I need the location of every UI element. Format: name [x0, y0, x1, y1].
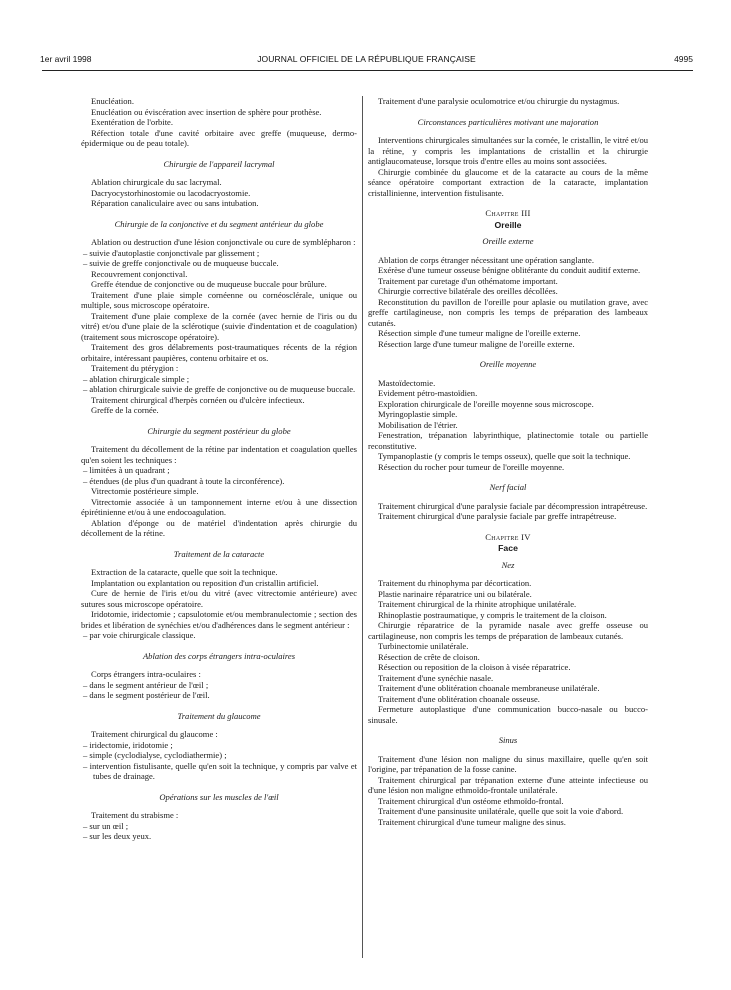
column-separator	[362, 96, 363, 958]
paragraph: Dacryocystorhinostomie ou lacodacryostomie.	[91, 187, 251, 198]
chapter-label: Chapitre III	[485, 208, 531, 218]
paragraph: Traitement d'une pansinusite unilatérale, quelle que soit la voie d'abord.	[378, 806, 624, 816]
paragraph: Enucléation.	[91, 96, 134, 106]
section-title: Chirurgie du segment postérieur du globe	[147, 425, 291, 436]
paragraph: Interventions chirurgicales simultanées sur la cornée, le cristallin, le vitré et/ou la rétine, y compris les implantations de cristallin et la chirurgie antiglaucomateuse, lorsque trois d'entre elles au moins sont associées.	[368, 135, 648, 166]
paragraph: Chirurgie corrective bilatérale des oreilles décollées.	[378, 286, 558, 296]
section-title: Chirurgie de l'appareil lacrymal	[163, 158, 275, 169]
paragraph: Recouvrement conjonctival.	[91, 268, 188, 279]
paragraph: Traitement chirurgical par trépanation externe d'une atteinte infectieuse ou d'une lésion non maligne ethmoïdo-frontale unilatérale.	[368, 774, 648, 795]
paragraph: Corps étrangers intra-oculaires :	[91, 669, 201, 679]
paragraph: Traitement chirurgical d'herpès cornéen ou d'ulcère infectieux.	[91, 394, 305, 405]
paragraph: Fermeture autoplastique d'une communication bucco-nasale ou bucco-sinusale.	[368, 704, 648, 725]
list-item: – limitées à un quadrant ;	[83, 465, 170, 475]
section-title: Nez	[501, 559, 515, 570]
paragraph: Traitement chirurgical d'une paralysie faciale par décompression intrapétreuse.	[378, 500, 648, 511]
list-item: – sur un œil ;	[83, 820, 129, 831]
section-title: Ablation des corps étrangers intra-oculaires	[142, 650, 296, 661]
section-title: Circonstances particulières motivant une majoration	[417, 116, 599, 127]
paragraph: Plastie narinaire réparatrice uni ou bilatérale.	[378, 588, 532, 599]
paragraph: Traitement chirurgical d'un ostéome ethmoïdo-frontal.	[378, 795, 564, 806]
paragraph: Traitement d'une synéchie nasale.	[378, 672, 494, 683]
paragraph: Traitement d'une oblitération choanale osseuse.	[378, 693, 540, 704]
list-item: – ablation chirurgicale simple ;	[83, 373, 190, 384]
list-item: – simple (cyclodialyse, cyclodiathermie) ;	[83, 750, 227, 760]
paragraph: Traitement d'une oblitération choanale membraneuse unilatérale.	[378, 683, 600, 693]
page-header	[40, 54, 693, 68]
chapter-title: Face	[498, 543, 518, 553]
section-title: Opérations sur les muscles de l'œil	[159, 791, 279, 802]
paragraph: Myringoplastie simple.	[378, 409, 458, 419]
list-item: – suivie d'autoplastie conjonctivale par glissement ;	[83, 247, 260, 258]
paragraph: Vitrectomie associée à un tamponnement interne et/ou à une dissection épirétinienne et/ou à une endocoagulation.	[81, 496, 357, 517]
journal-title: JOURNAL OFFICIEL DE LA RÉPUBLIQUE FRANÇAISE	[257, 54, 476, 64]
paragraph: Mastoïdectomie.	[378, 377, 436, 388]
paragraph: Résection du rocher pour tumeur de l'oreille moyenne.	[378, 461, 565, 472]
paragraph: Réparation canaliculaire avec ou sans intubation.	[91, 198, 259, 208]
list-item: – sur les deux yeux.	[83, 831, 152, 841]
list-item: – dans le segment antérieur de l'œil ;	[83, 679, 209, 690]
paragraph: Tympanoplastie (y compris le temps osseux), quelle que soit la technique.	[378, 451, 631, 461]
paragraph: Traitement d'une plaie simple cornéenne ou cornéosclérale, unique ou multiple, sous microscope opératoire.	[81, 289, 357, 310]
paragraph: Rhinoplastie postraumatique, y compris le traitement de la cloison.	[378, 609, 607, 620]
header-rule	[42, 70, 693, 71]
paragraph: Résection large d'une tumeur maligne de l'oreille externe.	[378, 338, 575, 349]
paragraph: Cure de hernie de l'iris et/ou du vitré (avec vitrectomie antérieure) avec sutures sous microscope opératoire.	[81, 588, 357, 609]
paragraph: Greffe étendue de conjonctive ou de muqueuse buccale pour brûlure.	[91, 279, 327, 289]
paragraph: Reconstitution du pavillon de l'oreille pour aplasie ou mutilation grave, avec greffe cartilagineuse, non compris les temps de préparation des lambeaux cutanés.	[368, 296, 648, 328]
paragraph: Chirurgie combinée du glaucome et de la cataracte au cours de la même séance opératoire comportant extraction de la cataracte, implantation cristallinienne, intervention fistulisante.	[368, 166, 648, 198]
list-item: – par voie chirurgicale classique.	[83, 630, 196, 640]
paragraph: Traitement du ptérygion :	[91, 363, 179, 373]
paragraph: Ablation d'éponge ou de matériel d'indentation après chirurgie du décollement de la rétine.	[81, 517, 357, 538]
right-column	[368, 96, 648, 827]
section-title: Oreille externe	[482, 236, 534, 246]
paragraph: Traitement chirurgical d'une paralysie faciale par greffe intrapétreuse.	[378, 511, 617, 521]
left-column	[81, 96, 357, 842]
paragraph: Résection ou reposition de la cloison à visée réparatrice.	[378, 662, 571, 672]
paragraph: Traitement d'une plaie complexe de la cornée (avec hernie de l'iris ou du vitré) et/ou d'une plaie de la sclérotique (suivie d'indentation et de coagulation) (traitement sous microscope opératoire).	[81, 310, 357, 342]
paragraph: Evidement pétro-mastoïdien.	[378, 388, 478, 398]
paragraph: Chirurgie réparatrice de la pyramide nasale avec greffe osseuse ou cartilagineuse, non compris les temps de préparation de lambeaux cutanés.	[368, 620, 648, 641]
paragraph: Mobilisation de l'étrier.	[378, 419, 458, 430]
section-title: Traitement de la cataracte	[173, 548, 265, 559]
paragraph: Traitement des gros délabrements post-traumatiques récents de la région orbitaire, intéressant paupières, contenu orbitaire et os.	[81, 342, 357, 363]
section-title: Traitement du glaucome	[177, 710, 261, 721]
paragraph: Traitement chirurgical d'une tumeur maligne des sinus.	[378, 816, 566, 827]
paragraph: Fenestration, trépanation labyrinthique, platinectomie totale ou partielle reconstitutive.	[368, 430, 648, 451]
paragraph: Iridotomie, iridectomie ; capsulotomie et/ou membranulectomie ; section des brides et libération de synéchies et/ou d'adhérences dans le segment antérieur :	[81, 609, 357, 630]
list-item: – dans le segment postérieur de l'œil.	[83, 690, 210, 700]
list-item: – suivie de greffe conjonctivale ou de muqueuse buccale.	[83, 258, 279, 268]
paragraph: Enucléation ou éviscération avec insertion de sphère pour prothèse.	[91, 106, 322, 117]
paragraph: Exentération de l'orbite.	[91, 117, 173, 127]
section-title: Oreille moyenne	[479, 359, 537, 369]
chapter-label: Chapitre IV	[485, 531, 531, 542]
paragraph: Réfection totale d'une cavité orbitaire avec greffe (muqueuse, dermo-épidermique ou de peau totale).	[81, 127, 357, 148]
list-item: – étendues (de plus d'un quadrant à toute la circonférence).	[83, 475, 285, 486]
paragraph: Turbinectomie unilatérale.	[378, 641, 469, 651]
publication-date: 1er avril 1998	[40, 54, 92, 64]
paragraph: Vitrectomie postérieure simple.	[91, 486, 199, 496]
paragraph: Traitement chirurgical du glaucome :	[91, 729, 218, 739]
paragraph: Implantation ou explantation ou reposition d'un cristallin artificiel.	[91, 577, 319, 588]
paragraph: Extraction de la cataracte, quelle que soit la technique.	[91, 567, 278, 577]
list-item: – iridectomie, iridotomie ;	[83, 739, 173, 750]
paragraph: Traitement du strabisme :	[91, 810, 179, 820]
paragraph: Traitement par curetage d'un othématome important.	[378, 275, 558, 286]
chapter-title: Oreille	[494, 219, 522, 230]
paragraph: Traitement du décollement de la rétine par indentation et coagulation quelles qu'en soient les techniques :	[81, 444, 357, 465]
section-title: Nerf facial	[489, 482, 527, 492]
paragraph: Exploration chirurgicale de l'oreille moyenne sous microscope.	[378, 398, 594, 409]
paragraph: Ablation ou destruction d'une lésion conjonctivale ou cure de symblépharon :	[91, 237, 356, 247]
paragraph: Traitement d'une lésion non maligne du sinus maxillaire, quelle qu'en soit l'origine, par trépanation de la fosse canine.	[368, 753, 648, 774]
page-number: 4995	[674, 54, 693, 64]
section-title: Sinus	[498, 735, 518, 745]
paragraph: Exérèse d'une tumeur osseuse bénigne oblitérante du conduit auditif externe.	[378, 265, 641, 275]
paragraph: Traitement chirurgical de la rhinite atrophique unilatérale.	[378, 599, 577, 609]
paragraph: Traitement du rhinophyma par décortication.	[378, 578, 532, 588]
paragraph: Résection de crête de cloison.	[378, 651, 480, 662]
list-item: – intervention fistulisante, quelle qu'en soit la technique, y compris par valve et tubes de drainage.	[83, 760, 357, 781]
paragraph: Traitement d'une paralysie oculomotrice et/ou chirurgie du nystagmus.	[378, 96, 620, 106]
paragraph: Greffe de la cornée.	[91, 405, 159, 415]
paragraph: Ablation chirurgicale du sac lacrymal.	[91, 177, 222, 187]
section-title: Chirurgie de la conjonctive et du segment antérieur du globe	[114, 218, 324, 229]
list-item: – ablation chirurgicale suivie de greffe de conjonctive ou de muqueuse buccale.	[83, 384, 356, 394]
paragraph: Ablation de corps étranger nécessitant une opération sanglante.	[378, 254, 594, 265]
paragraph: Résection simple d'une tumeur maligne de l'oreille externe.	[378, 328, 581, 338]
